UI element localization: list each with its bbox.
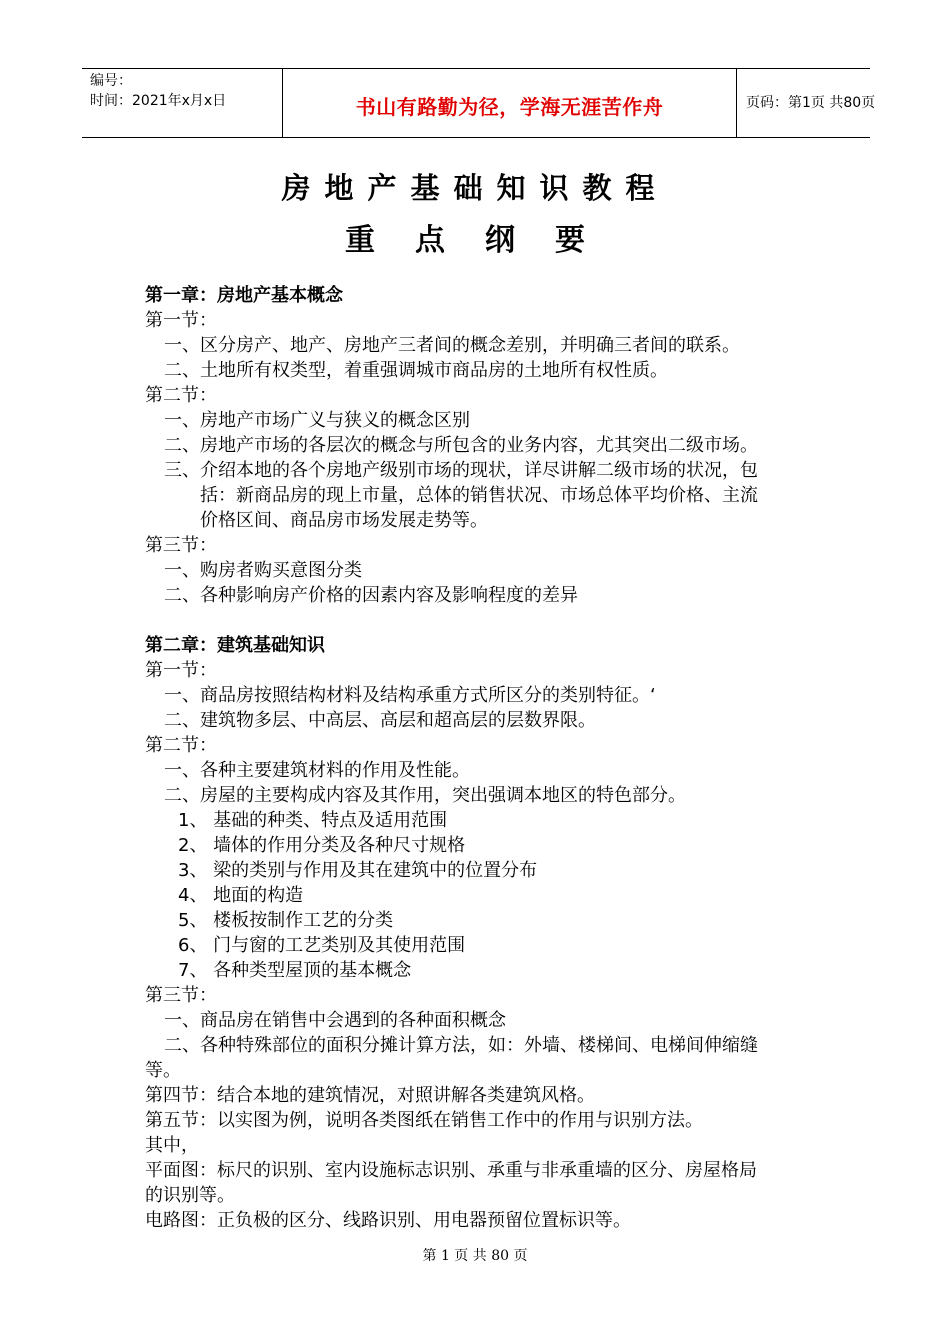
page-header [82,68,876,138]
section-heading: 第一节： [145,660,217,681]
list-item: 二、房地产市场的各层次的概念与所包含的业务内容，尤其突出二级市场。 [164,435,758,456]
section-heading: 第二节： [145,735,217,756]
numbered-item: 1、 基础的种类、特点及适用范围 [178,810,448,831]
list-item: 一、商品房在销售中会遇到的各种面积概念 [164,1010,506,1031]
document-subtitle: 重点纲要 [345,223,625,258]
chapter-1-heading: 第一章：房地产基本概念 [145,285,343,306]
paragraph-text: 的识别等。 [145,1185,235,1206]
section-heading: 第三节： [145,535,217,556]
list-item: 一、区分房产、地产、房地产三者间的概念差别，并明确三者间的联系。 [164,335,740,356]
section-heading: 第二节： [145,385,217,406]
header-left-cell [82,69,282,137]
list-item: 二、各种特殊部位的面积分摊计算方法，如：外墙、楼梯间、电梯间伸缩缝 [164,1035,758,1056]
document-number-label: 编号： [90,73,132,89]
paragraph-text: 平面图：标尺的识别、室内设施标志识别、承重与非承重墙的区分、房屋格局 [145,1160,757,1181]
numbered-item: 3、 梁的类别与作用及其在建筑中的位置分布 [178,860,538,881]
header-right-cell [736,69,876,137]
header-motto: 书山有路勤为径，学海无涯苦作舟 [355,95,664,119]
chapter-2-heading: 第二章：建筑基础知识 [145,635,325,656]
document-time-label: 时间：2021年x月x日 [90,93,227,109]
list-item: 一、房地产市场广义与狭义的概念区别 [164,410,470,431]
list-item: 一、购房者购买意图分类 [164,560,362,581]
list-item: 二、房屋的主要构成内容及其作用，突出强调本地区的特色部分。 [164,785,686,806]
section-heading: 第一节： [145,310,217,331]
document-title: 房地产基础知识教程 [281,171,669,205]
paragraph-text: 其中， [145,1135,199,1156]
page-info: 页码：第1页 共80页 [746,95,876,111]
paragraph-text: 电路图：正负极的区分、线路识别、用电器预留位置标识等。 [145,1210,631,1231]
list-item-continuation: 价格区间、商品房市场发展走势等。 [200,510,488,531]
header-middle-cell [282,69,737,137]
page-footer: 第 1 页 共 80 页 [422,1248,528,1264]
list-item: 二、建筑物多层、中高层、高层和超高层的层数界限。 [164,710,596,731]
list-item: 二、土地所有权类型，着重强调城市商品房的土地所有权性质。 [164,360,668,381]
list-item-continuation: 括：新商品房的现上市量，总体的销售状况、市场总体平均价格、主流 [200,485,758,506]
numbered-item: 5、 楼板按制作工艺的分类 [178,910,394,931]
section-paragraph: 第五节：以实图为例，说明各类图纸在销售工作中的作用与识别方法。 [145,1110,703,1131]
list-item: 一、各种主要建筑材料的作用及性能。 [164,760,470,781]
list-item: 三、介绍本地的各个房地产级别市场的现状，详尽讲解二级市场的状况，包 [164,460,758,481]
numbered-item: 2、 墙体的作用分类及各种尺寸规格 [178,835,466,856]
section-paragraph: 第四节：结合本地的建筑情况，对照讲解各类建筑风格。 [145,1085,595,1106]
list-item-continuation: 等。 [145,1060,181,1081]
numbered-item: 4、 地面的构造 [178,885,304,906]
list-item: 一、商品房按照结构材料及结构承重方式所区分的类别特征。‘ [164,685,656,706]
numbered-item: 6、 门与窗的工艺类别及其使用范围 [178,935,466,956]
list-item: 二、各种影响房产价格的因素内容及影响程度的差异 [164,585,578,606]
section-heading: 第三节： [145,985,217,1006]
numbered-item: 7、 各种类型屋顶的基本概念 [178,960,412,981]
